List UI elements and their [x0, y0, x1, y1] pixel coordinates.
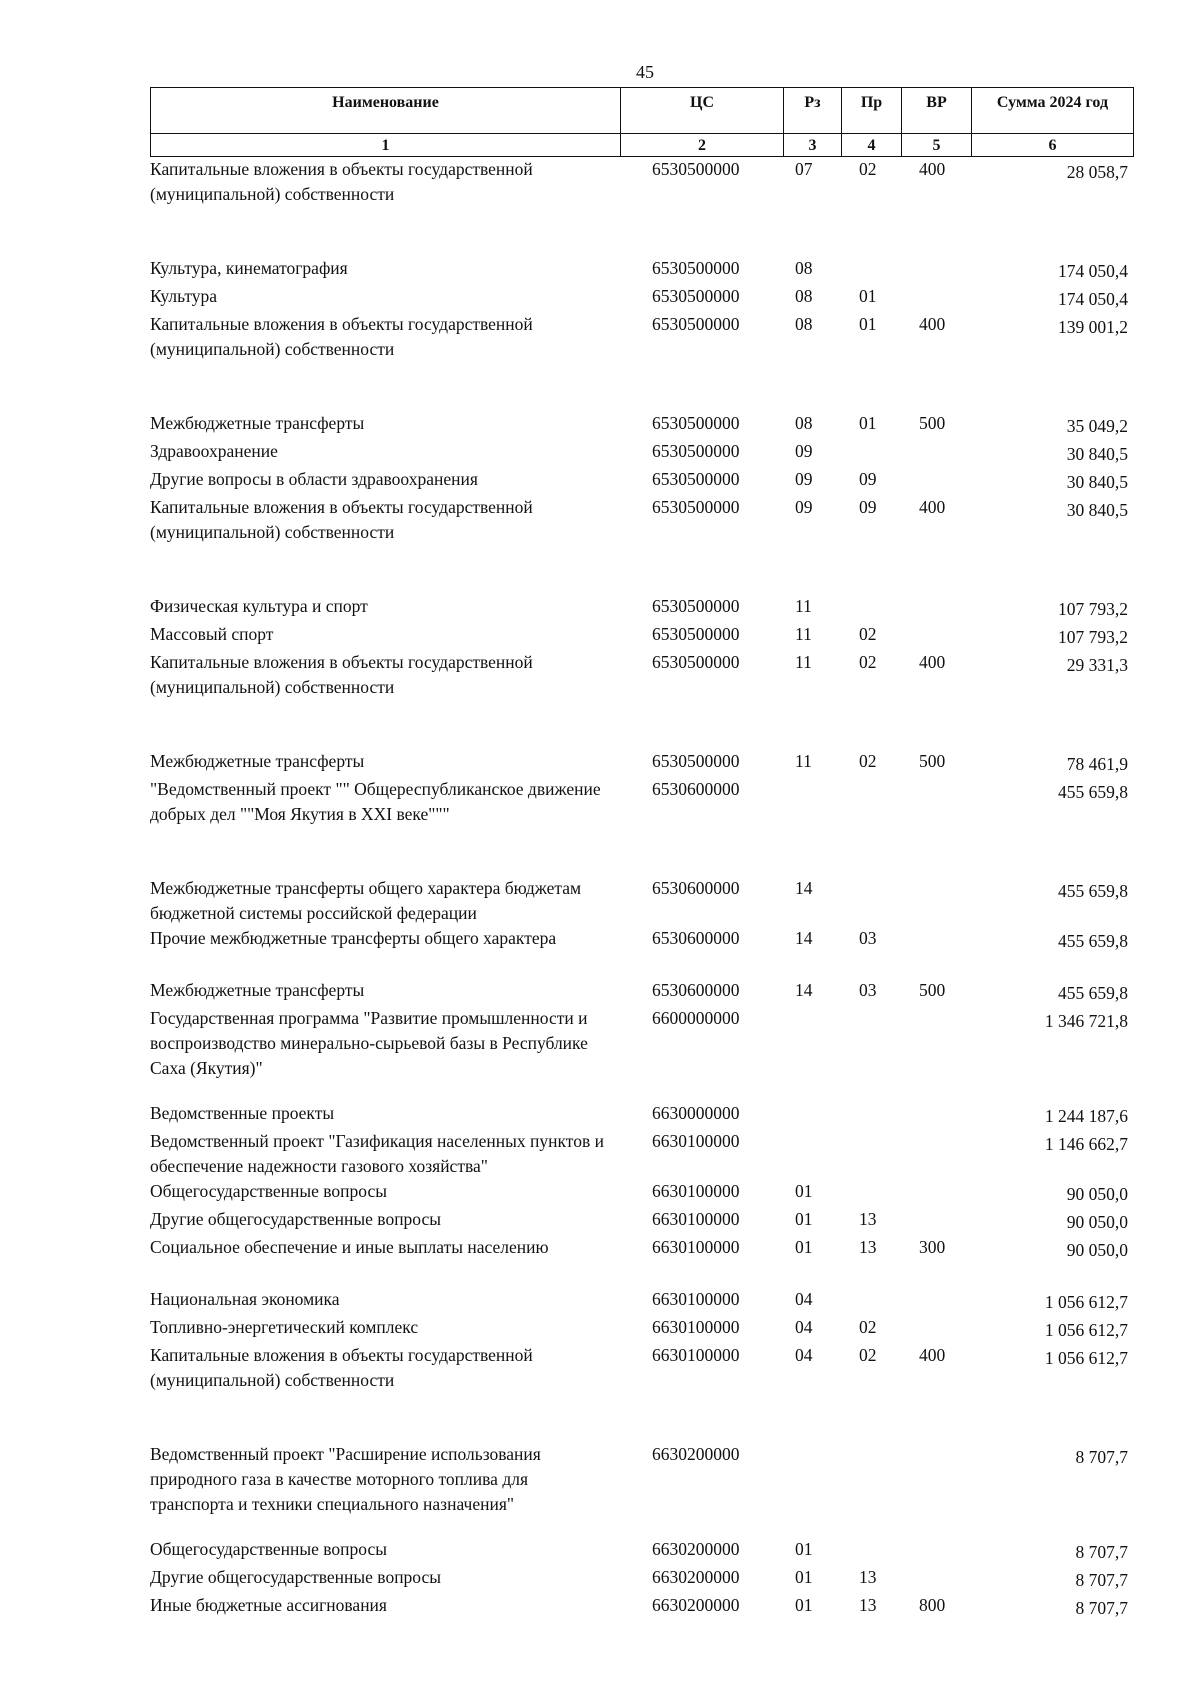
cell-cs: 6530500000	[652, 751, 740, 771]
cell-sum: 1 056 612,7	[1044, 1348, 1128, 1368]
cell-cs: 6530600000	[652, 928, 740, 948]
cell-cs: 6530500000	[652, 258, 740, 278]
cell-pr	[841, 256, 901, 284]
table-row	[150, 1442, 1134, 1517]
table-row	[150, 1179, 1134, 1207]
table-row	[150, 876, 1134, 926]
cell-vr	[901, 1287, 971, 1315]
cell-sum: 1 244 187,6	[1044, 1106, 1128, 1126]
cell-vr	[901, 1006, 971, 1081]
cell-pr: 02	[859, 652, 877, 672]
table-row	[150, 467, 1134, 495]
cell-name: Общегосударственные вопросы	[150, 1181, 388, 1201]
cell-pr	[841, 1129, 901, 1179]
cell-rz	[783, 1442, 841, 1517]
table-header-row	[150, 87, 1134, 133]
cell-name: Прочие межбюджетные трансферты общего характера	[150, 928, 557, 948]
cell-pr: 09	[859, 469, 877, 489]
cell-name: Государственная программа "Развитие промышленности и воспроизводство минерально-сырьевой базы в Республике Саха (Якутия)"	[150, 1008, 588, 1078]
cell-pr: 03	[859, 928, 877, 948]
cell-rz: 09	[795, 497, 813, 517]
cell-rz: 01	[795, 1237, 813, 1257]
cell-cs: 6530500000	[652, 314, 740, 334]
table-row	[150, 1101, 1134, 1129]
cell-sum: 90 050,0	[1066, 1212, 1128, 1232]
cell-sum: 455 659,8	[1058, 983, 1128, 1003]
cell-sum: 455 659,8	[1058, 881, 1128, 901]
cell-pr: 02	[859, 1345, 877, 1365]
cell-cs: 6630100000	[652, 1317, 740, 1337]
cell-pr	[841, 1101, 901, 1129]
cell-cs: 6530600000	[652, 779, 740, 799]
cell-sum: 28 058,7	[1066, 162, 1128, 182]
cell-vr: 300	[919, 1237, 946, 1257]
header-sum: Сумма 2024 год	[996, 94, 1109, 111]
cell-cs: 6530500000	[652, 441, 740, 461]
table-row	[150, 284, 1134, 312]
cell-pr: 02	[859, 159, 877, 179]
cell-vr	[901, 467, 971, 495]
cell-sum: 1 056 612,7	[1044, 1320, 1128, 1340]
cell-cs: 6530500000	[652, 159, 740, 179]
cell-sum: 8 707,7	[1075, 1542, 1128, 1562]
cell-rz	[783, 777, 841, 827]
table-row	[150, 411, 1134, 439]
cell-pr	[841, 1287, 901, 1315]
cell-rz: 04	[795, 1345, 813, 1365]
table-row	[150, 312, 1134, 362]
cell-pr	[841, 594, 901, 622]
column-number: 2	[621, 134, 784, 156]
cell-vr: 500	[919, 980, 946, 1000]
cell-pr: 01	[859, 413, 877, 433]
header-cs: ЦС	[621, 88, 784, 133]
cell-name: Другие вопросы в области здравоохранения	[150, 469, 478, 489]
table-row	[150, 439, 1134, 467]
cell-rz: 11	[795, 652, 812, 672]
cell-sum: 174 050,4	[1058, 261, 1128, 281]
cell-rz	[783, 1006, 841, 1081]
cell-vr	[901, 284, 971, 312]
cell-name: Иные бюджетные ассигнования	[150, 1595, 387, 1615]
table-row	[150, 1537, 1134, 1565]
cell-sum: 90 050,0	[1066, 1184, 1128, 1204]
cell-cs: 6630100000	[652, 1131, 740, 1151]
cell-name: Межбюджетные трансферты общего характера бюджетам бюджетной системы российской федерации	[150, 878, 582, 923]
table-row	[150, 1006, 1134, 1081]
table-body	[150, 157, 1134, 1621]
table-row	[150, 495, 1134, 545]
table-row	[150, 1343, 1134, 1393]
cell-name: Социальное обеспечение и иные выплаты населению	[150, 1237, 549, 1257]
cell-sum: 107 793,2	[1058, 599, 1128, 619]
cell-pr	[841, 1442, 901, 1517]
cell-sum: 1 346 721,8	[1044, 1011, 1128, 1031]
cell-rz: 08	[795, 413, 813, 433]
header-pr: Пр	[842, 88, 902, 133]
cell-rz: 01	[795, 1539, 813, 1559]
cell-vr: 500	[919, 413, 946, 433]
cell-pr: 02	[859, 1317, 877, 1337]
cell-rz: 01	[795, 1567, 813, 1587]
table-row	[150, 1129, 1134, 1179]
column-number: 5	[902, 134, 972, 156]
cell-sum: 30 840,5	[1066, 500, 1128, 520]
cell-vr	[901, 1129, 971, 1179]
cell-name: Топливно-энергетический комплекс	[150, 1317, 419, 1337]
cell-vr	[901, 1315, 971, 1343]
cell-cs: 6530600000	[652, 878, 740, 898]
cell-rz: 14	[795, 928, 813, 948]
column-number: 6	[1048, 137, 1057, 154]
cell-cs: 6630100000	[652, 1181, 740, 1201]
table-row	[150, 926, 1134, 954]
cell-rz: 14	[795, 878, 813, 898]
cell-rz: 09	[795, 441, 813, 461]
column-number: 3	[784, 134, 842, 156]
cell-rz: 14	[795, 980, 813, 1000]
cell-sum: 107 793,2	[1058, 627, 1128, 647]
cell-rz: 01	[795, 1181, 813, 1201]
cell-sum: 8 707,7	[1075, 1598, 1128, 1618]
table-row	[150, 1207, 1134, 1235]
table-row	[150, 777, 1134, 827]
cell-vr: 400	[919, 159, 946, 179]
cell-pr: 01	[859, 314, 877, 334]
cell-sum: 8 707,7	[1075, 1447, 1128, 1467]
cell-sum: 139 001,2	[1058, 317, 1128, 337]
cell-sum: 29 331,3	[1066, 655, 1128, 675]
cell-name: Национальная экономика	[150, 1289, 340, 1309]
cell-cs: 6630200000	[652, 1539, 740, 1559]
table-row	[150, 256, 1134, 284]
cell-cs: 6630100000	[652, 1289, 740, 1309]
cell-cs: 6530500000	[652, 624, 740, 644]
cell-name: Межбюджетные трансферты	[150, 980, 365, 1000]
cell-cs: 6530500000	[652, 286, 740, 306]
cell-rz: 04	[795, 1317, 813, 1337]
cell-name: Физическая культура и спорт	[150, 596, 368, 616]
cell-rz	[783, 1129, 841, 1179]
cell-vr: 400	[919, 497, 946, 517]
cell-cs: 6530500000	[652, 413, 740, 433]
cell-sum: 30 840,5	[1066, 444, 1128, 464]
cell-pr	[841, 1179, 901, 1207]
cell-sum: 455 659,8	[1058, 931, 1128, 951]
cell-cs: 6630200000	[652, 1595, 740, 1615]
cell-name: Общегосударственные вопросы	[150, 1539, 388, 1559]
cell-name: Культура, кинематография	[150, 258, 348, 278]
cell-rz: 11	[795, 596, 812, 616]
cell-name: Ведомственный проект "Расширение использования природного газа в качестве моторного топлива для транспорта и техники специального назначения"	[150, 1444, 541, 1514]
cell-sum: 90 050,0	[1066, 1240, 1128, 1260]
cell-cs: 6630200000	[652, 1444, 740, 1464]
cell-rz: 08	[795, 258, 813, 278]
cell-pr: 01	[859, 286, 877, 306]
cell-name: Капитальные вложения в объекты государственной (муниципальной) собственности	[150, 314, 533, 359]
cell-sum: 1 056 612,7	[1044, 1292, 1128, 1312]
cell-vr	[901, 876, 971, 926]
cell-rz: 08	[795, 314, 813, 334]
cell-pr	[841, 876, 901, 926]
cell-vr	[901, 1179, 971, 1207]
cell-sum: 78 461,9	[1066, 754, 1128, 774]
cell-pr: 13	[859, 1567, 877, 1587]
cell-rz: 07	[795, 159, 813, 179]
cell-rz: 09	[795, 469, 813, 489]
cell-sum: 1 146 662,7	[1044, 1134, 1128, 1154]
table-row	[150, 1235, 1134, 1263]
cell-pr: 03	[859, 980, 877, 1000]
cell-name: Межбюджетные трансферты	[150, 751, 365, 771]
cell-rz	[783, 1101, 841, 1129]
cell-cs: 6630200000	[652, 1567, 740, 1587]
table-row	[150, 1287, 1134, 1315]
table-row	[150, 622, 1134, 650]
cell-name: Другие общегосударственные вопросы	[150, 1209, 442, 1229]
cell-name: Культура	[150, 286, 218, 306]
cell-sum: 174 050,4	[1058, 289, 1128, 309]
cell-vr: 500	[919, 751, 946, 771]
cell-pr: 13	[859, 1237, 877, 1257]
column-number: 1	[151, 134, 621, 156]
cell-vr	[901, 777, 971, 827]
cell-name: Межбюджетные трансферты	[150, 413, 365, 433]
cell-name: Капитальные вложения в объекты государственной (муниципальной) собственности	[150, 497, 533, 542]
cell-cs: 6630100000	[652, 1345, 740, 1365]
cell-vr	[901, 926, 971, 954]
cell-pr: 02	[859, 624, 877, 644]
cell-cs: 6630100000	[652, 1237, 740, 1257]
cell-name: Ведомственный проект "Газификация населенных пунктов и обеспечение надежности газового хозяйства"	[150, 1131, 604, 1176]
header-vr: ВР	[902, 88, 972, 133]
column-number: 4	[842, 134, 902, 156]
cell-vr: 400	[919, 314, 946, 334]
cell-pr	[841, 439, 901, 467]
cell-name: Здравоохранение	[150, 441, 278, 461]
cell-cs: 6530500000	[652, 652, 740, 672]
cell-sum: 30 840,5	[1066, 472, 1128, 492]
page-number: 45	[636, 62, 654, 82]
cell-cs: 6630100000	[652, 1209, 740, 1229]
cell-name: Капитальные вложения в объекты государственной (муниципальной) собственности	[150, 652, 533, 697]
cell-name: Массовый спорт	[150, 624, 274, 644]
cell-name: Ведомственные проекты	[150, 1103, 335, 1123]
table-row	[150, 157, 1134, 207]
table-row	[150, 978, 1134, 1006]
cell-cs: 6530500000	[652, 596, 740, 616]
cell-vr: 400	[919, 1345, 946, 1365]
cell-cs: 6530600000	[652, 980, 740, 1000]
cell-vr	[901, 439, 971, 467]
cell-vr	[901, 1565, 971, 1593]
cell-vr: 800	[919, 1595, 946, 1615]
cell-pr: 13	[859, 1209, 877, 1229]
cell-vr	[901, 622, 971, 650]
cell-rz: 11	[795, 624, 812, 644]
table-row	[150, 594, 1134, 622]
cell-cs: 6530500000	[652, 469, 740, 489]
cell-rz: 04	[795, 1289, 813, 1309]
table-row	[150, 1315, 1134, 1343]
cell-sum: 35 049,2	[1066, 416, 1128, 436]
column-number-row	[150, 133, 1134, 157]
cell-pr	[841, 777, 901, 827]
cell-cs: 6530500000	[652, 497, 740, 517]
budget-table	[150, 87, 1134, 1621]
cell-vr	[901, 256, 971, 284]
cell-vr	[901, 1442, 971, 1517]
cell-name: Капитальные вложения в объекты государственной (муниципальной) собственности	[150, 159, 533, 204]
cell-rz: 11	[795, 751, 812, 771]
cell-name: "Ведомственный проект "" Общереспубликанское движение добрых дел ""Моя Якутия в XXI веке"""	[150, 779, 601, 824]
cell-vr	[901, 594, 971, 622]
cell-vr	[901, 1537, 971, 1565]
cell-name: Капитальные вложения в объекты государственной (муниципальной) собственности	[150, 1345, 533, 1390]
cell-rz: 01	[795, 1209, 813, 1229]
cell-rz: 08	[795, 286, 813, 306]
cell-sum: 8 707,7	[1075, 1570, 1128, 1590]
cell-vr: 400	[919, 652, 946, 672]
header-rz: Рз	[784, 88, 842, 133]
cell-pr	[841, 1537, 901, 1565]
cell-pr: 09	[859, 497, 877, 517]
cell-rz: 01	[795, 1595, 813, 1615]
table-row	[150, 749, 1134, 777]
cell-name: Другие общегосударственные вопросы	[150, 1567, 442, 1587]
table-row	[150, 1593, 1134, 1621]
table-row	[150, 650, 1134, 700]
cell-cs: 6630000000	[652, 1103, 740, 1123]
cell-cs: 6600000000	[652, 1008, 740, 1028]
cell-pr: 13	[859, 1595, 877, 1615]
header-name: Наименование	[151, 88, 621, 133]
cell-sum: 455 659,8	[1058, 782, 1128, 802]
cell-pr: 02	[859, 751, 877, 771]
table-row	[150, 1565, 1134, 1593]
cell-vr	[901, 1101, 971, 1129]
cell-vr	[901, 1207, 971, 1235]
cell-pr	[841, 1006, 901, 1081]
